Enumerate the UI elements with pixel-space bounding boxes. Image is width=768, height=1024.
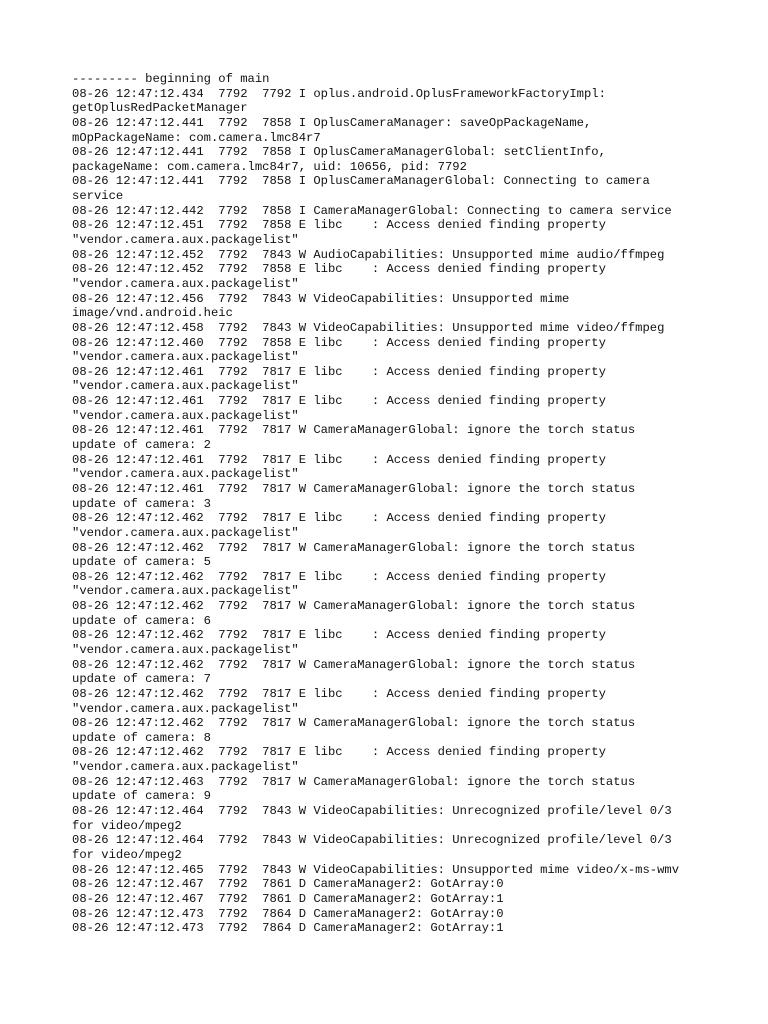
log-line: 08-26 12:47:12.462 7792 7817 E libc : Access denied finding property (72, 569, 606, 584)
log-line: 08-26 12:47:12.460 7792 7858 E libc : Access denied finding property (72, 335, 606, 350)
log-line: 08-26 12:47:12.462 7792 7817 W CameraManagerGlobal: ignore the torch status (72, 599, 636, 614)
log-line: --------- beginning of main (72, 72, 270, 86)
log-line: update of camera: 9 (72, 789, 211, 804)
log-line: "vendor.camera.aux.packagelist" (72, 276, 299, 291)
log-line: 08-26 12:47:12.461 7792 7817 E libc : Access denied finding property (72, 452, 606, 467)
log-line: 08-26 12:47:12.473 7792 7864 D CameraManager2: GotArray:0 (72, 906, 504, 921)
log-line: mOpPackageName: com.camera.lmc84r7 (72, 130, 321, 145)
log-line: "vendor.camera.aux.packagelist" (72, 233, 299, 248)
log-line: "vendor.camera.aux.packagelist" (72, 408, 299, 423)
log-line: update of camera: 8 (72, 730, 211, 745)
log-line: 08-26 12:47:12.462 7792 7817 W CameraManagerGlobal: ignore the torch status (72, 540, 636, 555)
log-line: update of camera: 2 (72, 438, 211, 453)
log-line: 08-26 12:47:12.451 7792 7858 E libc : Access denied finding property (72, 218, 606, 233)
log-line: 08-26 12:47:12.434 7792 7792 I oplus.android.OplusFrameworkFactoryImpl: (72, 86, 606, 101)
log-line: update of camera: 3 (72, 496, 211, 511)
log-line: 08-26 12:47:12.456 7792 7843 W VideoCapabilities: Unsupported mime (72, 291, 570, 306)
log-line: 08-26 12:47:12.463 7792 7817 W CameraManagerGlobal: ignore the torch status (72, 774, 636, 789)
log-line: 08-26 12:47:12.461 7792 7817 W CameraManagerGlobal: ignore the torch status (72, 481, 636, 496)
log-line: 08-26 12:47:12.462 7792 7817 E libc : Access denied finding property (72, 511, 606, 526)
log-line: packageName: com.camera.lmc84r7, uid: 10656, pid: 7792 (72, 159, 467, 174)
log-line: 08-26 12:47:12.452 7792 7843 W AudioCapabilities: Unsupported mime audio/ffmpeg (72, 247, 665, 262)
log-line: 08-26 12:47:12.462 7792 7817 E libc : Access denied finding property (72, 745, 606, 760)
log-line: "vendor.camera.aux.packagelist" (72, 760, 299, 775)
log-line: for video/mpeg2 (72, 847, 182, 862)
log-line: 08-26 12:47:12.462 7792 7817 W CameraManagerGlobal: ignore the torch status (72, 657, 636, 672)
log-line: "vendor.camera.aux.packagelist" (72, 701, 299, 716)
log-line: 08-26 12:47:12.461 7792 7817 W CameraManagerGlobal: ignore the torch status (72, 423, 636, 438)
log-line: 08-26 12:47:12.465 7792 7843 W VideoCapabilities: Unsupported mime video/x-ms-wmv (72, 862, 680, 877)
log-line: getOplusRedPacketManager (72, 101, 248, 116)
log-line: 08-26 12:47:12.441 7792 7858 I OplusCameraManager: saveOpPackageName, (72, 115, 592, 130)
log-line: 08-26 12:47:12.467 7792 7861 D CameraManager2: GotArray:0 (72, 877, 504, 892)
log-line: update of camera: 7 (72, 672, 211, 687)
log-line: 08-26 12:47:12.452 7792 7858 E libc : Access denied finding property (72, 262, 606, 277)
log-line: 08-26 12:47:12.462 7792 7817 E libc : Access denied finding property (72, 686, 606, 701)
log-line: 08-26 12:47:12.458 7792 7843 W VideoCapabilities: Unsupported mime video/ffmpeg (72, 320, 665, 335)
log-line: 08-26 12:47:12.473 7792 7864 D CameraManager2: GotArray:1 (72, 921, 504, 936)
log-line: "vendor.camera.aux.packagelist" (72, 642, 299, 657)
log-line: 08-26 12:47:12.462 7792 7817 E libc : Access denied finding property (72, 628, 606, 643)
log-line: 08-26 12:47:12.462 7792 7817 W CameraManagerGlobal: ignore the torch status (72, 716, 636, 731)
log-line: 08-26 12:47:12.442 7792 7858 I CameraManagerGlobal: Connecting to camera service (72, 203, 672, 218)
log-line: 08-26 12:47:12.464 7792 7843 W VideoCapabilities: Unrecognized profile/level 0/3 (72, 804, 672, 819)
log-line: update of camera: 6 (72, 613, 211, 628)
log-line: "vendor.camera.aux.packagelist" (72, 467, 299, 482)
log-line: "vendor.camera.aux.packagelist" (72, 525, 299, 540)
log-line: for video/mpeg2 (72, 818, 182, 833)
log-line: update of camera: 5 (72, 555, 211, 570)
log-line: 08-26 12:47:12.461 7792 7817 E libc : Access denied finding property (72, 394, 606, 409)
log-line: "vendor.camera.aux.packagelist" (72, 584, 299, 599)
log-line: 08-26 12:47:12.461 7792 7817 E libc : Access denied finding property (72, 364, 606, 379)
log-line: 08-26 12:47:12.441 7792 7858 I OplusCameraManagerGlobal: Connecting to camera (72, 174, 650, 189)
log-line: service (72, 189, 124, 204)
log-line: 08-26 12:47:12.441 7792 7858 I OplusCameraManagerGlobal: setClientInfo, (72, 145, 606, 160)
log-line: "vendor.camera.aux.packagelist" (72, 350, 299, 365)
log-document (72, 72, 752, 936)
log-line: image/vnd.android.heic (72, 306, 233, 321)
log-line: 08-26 12:47:12.467 7792 7861 D CameraManager2: GotArray:1 (72, 891, 504, 906)
log-line: 08-26 12:47:12.464 7792 7843 W VideoCapabilities: Unrecognized profile/level 0/3 (72, 833, 672, 848)
log-line: "vendor.camera.aux.packagelist" (72, 379, 299, 394)
